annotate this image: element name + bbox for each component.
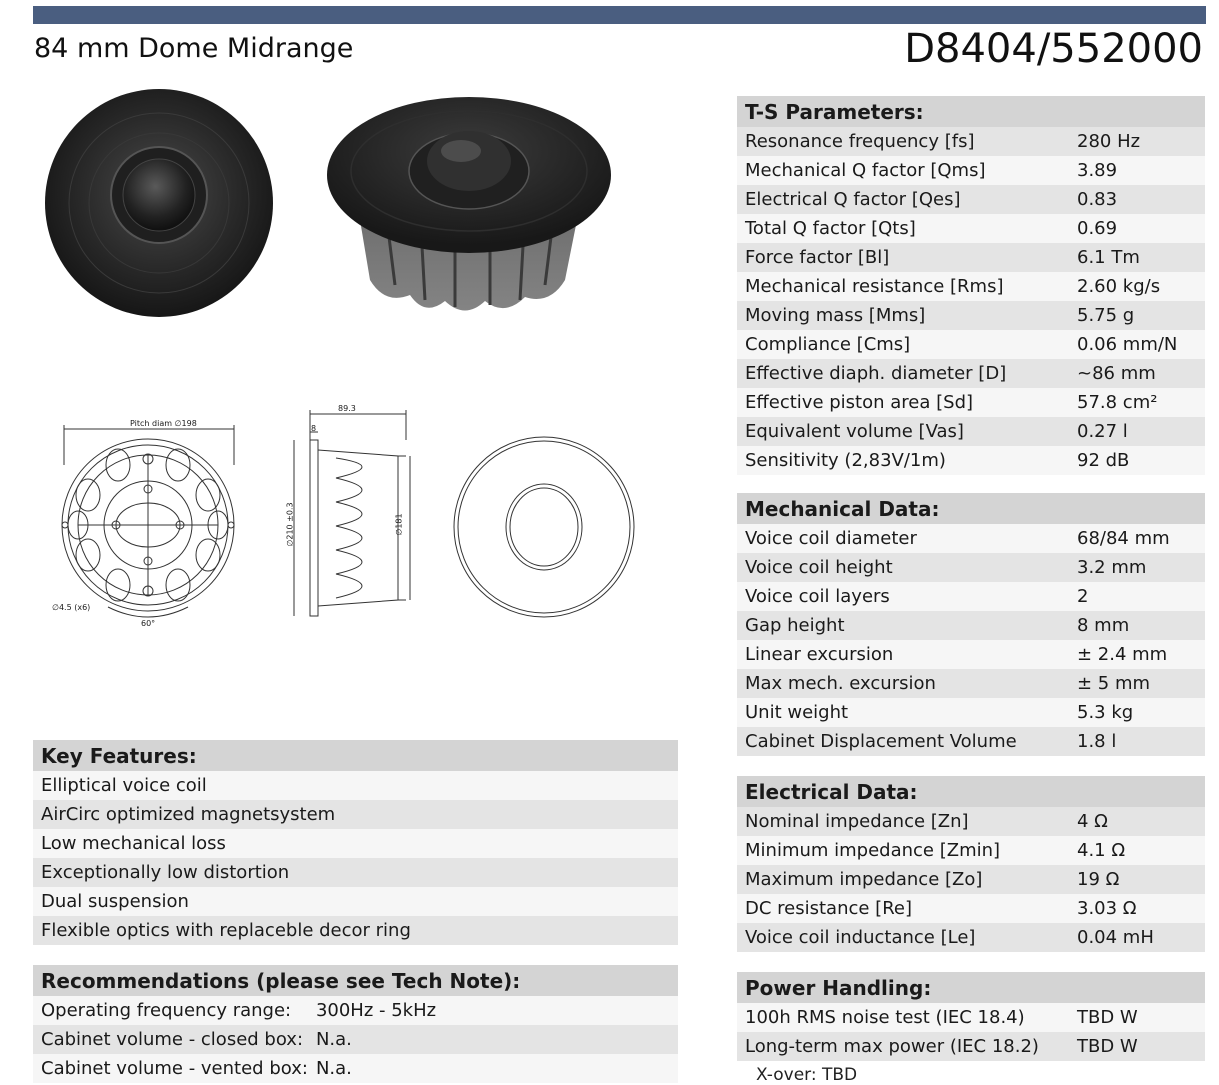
table-row (737, 923, 1205, 952)
row-value: 57.8 cm² (1069, 388, 1205, 417)
table-row (737, 727, 1205, 756)
table-row (737, 156, 1205, 185)
table-row (737, 1003, 1205, 1032)
flange-label: 8 (311, 424, 317, 433)
row-label: Cabinet volume - vented box: (33, 1054, 308, 1083)
table-row (737, 417, 1205, 446)
row-value: 4 Ω (1069, 807, 1205, 836)
row-value: 300Hz - 5kHz (308, 996, 678, 1025)
row-label: Cabinet Displacement Volume (737, 727, 1069, 756)
row-value: 3.03 Ω (1069, 894, 1205, 923)
list-item (33, 916, 678, 945)
table-row (33, 1025, 678, 1054)
row-label: Unit weight (737, 698, 1069, 727)
ts-parameters-heading: T-S Parameters: (737, 96, 1205, 127)
row-label: Cabinet volume - closed box: (33, 1025, 308, 1054)
angle-label: 60° (141, 619, 156, 628)
row-value: 0.83 (1069, 185, 1205, 214)
mechanical-data-table (737, 493, 1205, 756)
inner-diameter-label: ∅181 (394, 513, 404, 536)
row-value: N.a. (308, 1025, 678, 1054)
row-value: 1.8 l (1069, 727, 1205, 756)
row-value: 3.2 mm (1069, 553, 1205, 582)
row-label: Voice coil layers (737, 582, 1069, 611)
row-label: Equivalent volume [Vas] (737, 417, 1069, 446)
feature-text: Exceptionally low distortion (33, 858, 678, 887)
recommendations-heading: Recommendations (please see Tech Note): (33, 965, 678, 996)
front-view-photo (43, 87, 275, 319)
row-label: DC resistance [Re] (737, 894, 1069, 923)
row-label: Voice coil diameter (737, 524, 1069, 553)
table-row (737, 214, 1205, 243)
row-value: ± 5 mm (1069, 669, 1205, 698)
row-value: ~86 mm (1069, 359, 1205, 388)
table-row (737, 1032, 1205, 1061)
feature-text: Dual suspension (33, 887, 678, 916)
row-label: Max mech. excursion (737, 669, 1069, 698)
row-value: TBD W (1069, 1032, 1205, 1061)
feature-text: Elliptical voice coil (33, 771, 678, 800)
row-value: 19 Ω (1069, 865, 1205, 894)
mechanical-data-heading: Mechanical Data: (737, 493, 1205, 524)
row-label: Effective piston area [Sd] (737, 388, 1069, 417)
table-row (737, 330, 1205, 359)
table-row (737, 698, 1205, 727)
electrical-data-table (737, 776, 1205, 952)
row-value: 68/84 mm (1069, 524, 1205, 553)
row-label: Force factor [Bl] (737, 243, 1069, 272)
row-label: Resonance frequency [fs] (737, 127, 1069, 156)
row-label: Voice coil inductance [Le] (737, 923, 1069, 952)
row-label: Maximum impedance [Zo] (737, 865, 1069, 894)
list-item (33, 858, 678, 887)
row-label: Effective diaph. diameter [D] (737, 359, 1069, 388)
electrical-data-heading: Electrical Data: (737, 776, 1205, 807)
row-value: 280 Hz (1069, 127, 1205, 156)
depth-label: 89.3 (338, 404, 356, 413)
row-value: 92 dB (1069, 446, 1205, 475)
feature-text: Low mechanical loss (33, 829, 678, 858)
table-row (33, 996, 678, 1025)
row-label: Nominal impedance [Zn] (737, 807, 1069, 836)
row-label: 100h RMS noise test (IEC 18.4) (737, 1003, 1069, 1032)
header-bar (33, 6, 1206, 24)
table-row (737, 865, 1205, 894)
table-row (737, 388, 1205, 417)
table-row (737, 553, 1205, 582)
outer-diameter-label: ∅210 ±0.3 (285, 502, 295, 547)
row-value: 3.89 (1069, 156, 1205, 185)
table-row (737, 243, 1205, 272)
row-value: ± 2.4 mm (1069, 640, 1205, 669)
ts-parameters-table (737, 96, 1205, 475)
side-dimension-drawing (278, 400, 418, 625)
row-value: 0.69 (1069, 214, 1205, 243)
row-value: 0.06 mm/N (1069, 330, 1205, 359)
row-label: Sensitivity (2,83V/1m) (737, 446, 1069, 475)
power-handling-heading: Power Handling: (737, 972, 1205, 1003)
row-value: 0.27 l (1069, 417, 1205, 446)
feature-text: AirCirc optimized magnetsystem (33, 800, 678, 829)
row-value: 2 (1069, 582, 1205, 611)
table-row (737, 669, 1205, 698)
key-features-heading: Key Features: (33, 740, 678, 771)
table-row (737, 127, 1205, 156)
model-number: D8404/552000 (904, 26, 1203, 72)
recommendations-table (33, 965, 678, 1083)
product-title: 84 mm Dome Midrange (34, 33, 354, 64)
row-value: N.a. (308, 1054, 678, 1083)
key-features-table (33, 740, 678, 945)
table-row (737, 359, 1205, 388)
list-item (33, 800, 678, 829)
table-row (737, 836, 1205, 865)
row-label: Compliance [Cms] (737, 330, 1069, 359)
power-handling-table (737, 972, 1205, 1061)
row-label: Minimum impedance [Zmin] (737, 836, 1069, 865)
table-row (737, 807, 1205, 836)
table-row (737, 611, 1205, 640)
list-item (33, 887, 678, 916)
list-item (33, 829, 678, 858)
table-row (737, 185, 1205, 214)
row-label: Total Q factor [Qts] (737, 214, 1069, 243)
row-value: 5.3 kg (1069, 698, 1205, 727)
angle-view-photo (325, 95, 615, 325)
table-row (737, 301, 1205, 330)
row-label: Gap height (737, 611, 1069, 640)
rear-view-drawing (452, 435, 636, 619)
row-label: Long-term max power (IEC 18.2) (737, 1032, 1069, 1061)
list-item (33, 771, 678, 800)
row-value: 0.04 mH (1069, 923, 1205, 952)
row-label: Mechanical Q factor [Qms] (737, 156, 1069, 185)
row-label: Linear excursion (737, 640, 1069, 669)
xover-note: X-over: TBD (756, 1065, 858, 1085)
table-row (737, 582, 1205, 611)
table-row (737, 524, 1205, 553)
table-row (737, 640, 1205, 669)
table-row (33, 1054, 678, 1083)
row-value: 2.60 kg/s (1069, 272, 1205, 301)
table-row (737, 894, 1205, 923)
table-row (737, 272, 1205, 301)
row-value: 5.75 g (1069, 301, 1205, 330)
row-label: Electrical Q factor [Qes] (737, 185, 1069, 214)
row-label: Voice coil height (737, 553, 1069, 582)
pitch-diameter-label: Pitch diam ∅198 (130, 419, 197, 428)
feature-text: Flexible optics with replaceble decor ring (33, 916, 678, 945)
table-row (737, 446, 1205, 475)
hole-label: ∅4.5 (x6) (52, 603, 91, 612)
row-value: 8 mm (1069, 611, 1205, 640)
row-value: 4.1 Ω (1069, 836, 1205, 865)
front-dimension-drawing (48, 415, 248, 635)
row-label: Mechanical resistance [Rms] (737, 272, 1069, 301)
row-value: 6.1 Tm (1069, 243, 1205, 272)
row-value: TBD W (1069, 1003, 1205, 1032)
row-label: Moving mass [Mms] (737, 301, 1069, 330)
row-label: Operating frequency range: (33, 996, 308, 1025)
